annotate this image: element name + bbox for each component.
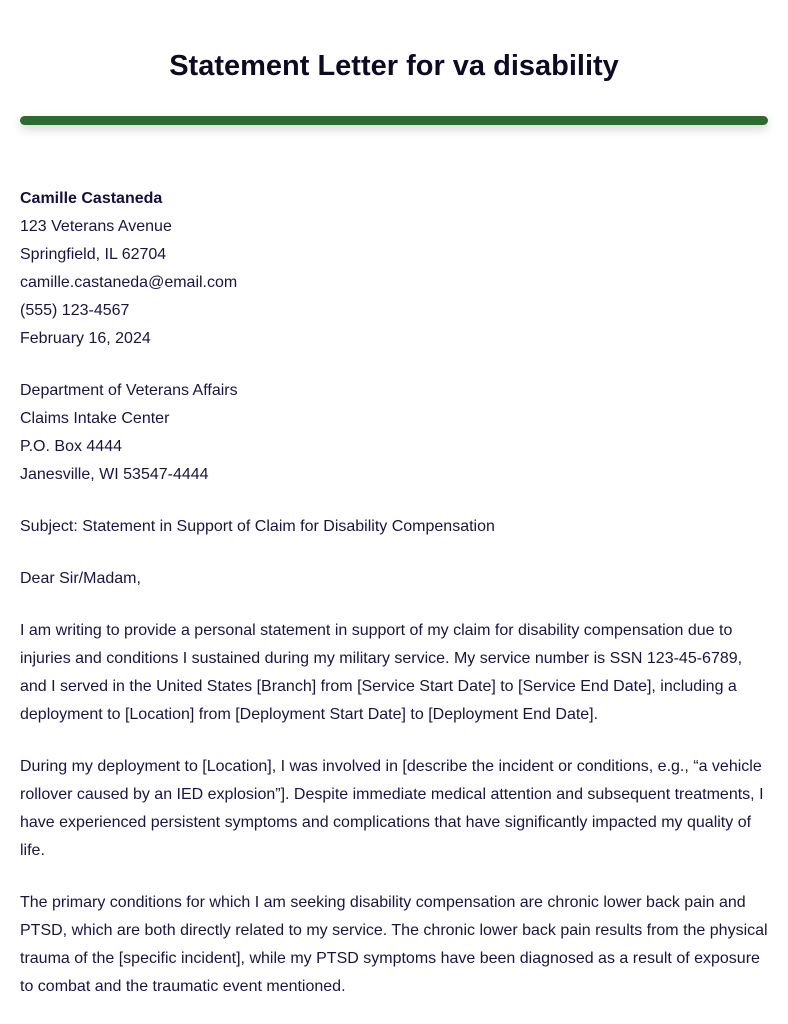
salutation: Dear Sir/Madam, [20,570,141,587]
recipient-org: Department of Veterans Affairs [20,382,238,399]
body-paragraph-1: I am writing to provide a personal statement in support of my claim for disability compensation due to injuries and conditions I sustained during my military service. My service number is SSN 123-45-6789, and I served in the United States [Branch] from [Service Start Date] to [Service End Date], including a deployment to [Location] from [Deployment Start Date] to [Deployment End Date]. [20,622,743,723]
sender-street: 123 Veterans Avenue [20,218,172,235]
subject-line: Subject: Statement in Support of Claim for Disability Compensation [20,518,495,535]
sender-city: Springfield, IL 62704 [20,246,167,263]
letter-date: February 16, 2024 [20,330,151,347]
recipient-block [20,377,768,489]
recipient-dept: Claims Intake Center [20,410,170,427]
body-paragraph-3: The primary conditions for which I am seeking disability compensation are chronic lower back pain and PTSD, which are both directly related to my service. The chronic lower back pain results from the physical trauma of the [specific incident], while my PTSD symptoms have been diagnosed as a result of exposure to combat and the traumatic event mentioned. [20,894,768,995]
body-paragraph-2: During my deployment to [Location], I was involved in [describe the incident or conditions, e.g., “a vehicle rollover caused by an IED explosion”]. Despite immediate medical attention and subsequent treatments, I have experienced persistent symptoms and complications that have significantly impacted my quality of life. [20,758,764,859]
sender-email: camille.castaneda@email.com [20,274,238,291]
sender-block [20,185,768,353]
sender-name: Camille Castaneda [20,190,163,207]
recipient-box: P.O. Box 4444 [20,438,122,455]
letter-body [20,185,768,1024]
sender-phone: (555) 123-4567 [20,302,130,319]
page-title: Statement Letter for va disability [169,50,619,82]
title-divider [20,116,768,125]
recipient-city: Janesville, WI 53547-4444 [20,466,209,483]
